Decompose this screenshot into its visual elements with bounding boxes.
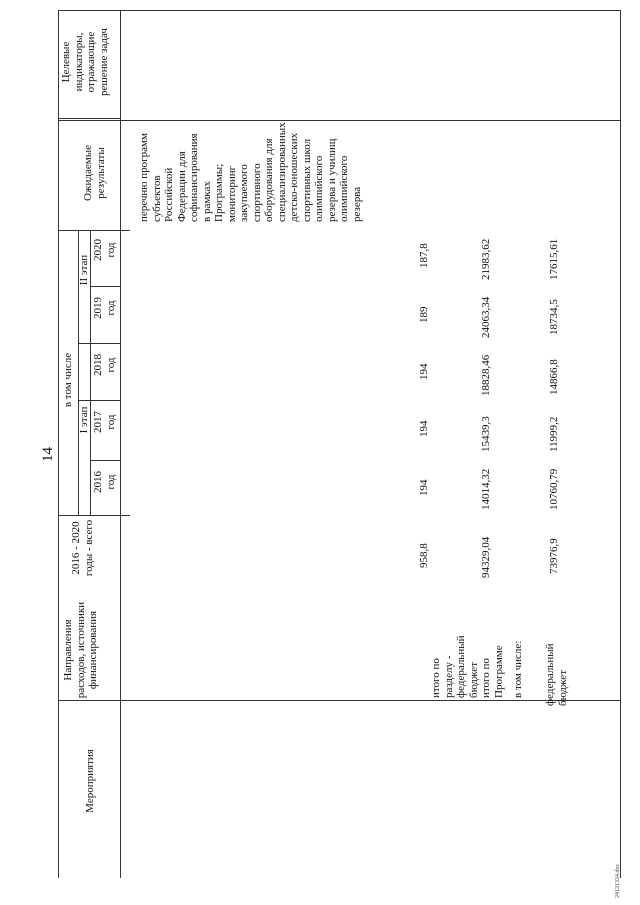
header-stage-1: I этап xyxy=(78,406,90,434)
header-year-2019: 2019 год xyxy=(92,297,117,319)
header-year-2020: 2020 год xyxy=(92,239,117,261)
header-year-2017: 2017 год xyxy=(92,411,117,433)
header-total: 2016 - 2020 годы - всего xyxy=(70,519,95,577)
label-column-divider xyxy=(58,700,620,701)
header-year-2018: 2018 год xyxy=(92,354,117,376)
expected-results-text: перечню программ субъектов Российской Федерации для софинансирования в рамках Программы; мониторинг закупаемого спортивного оборудования для специализированных детско-юношеских спортивных школ олимпийского резерва и училищ олимпийского резерва xyxy=(138,122,363,222)
row-1-2018: 194 xyxy=(418,363,430,380)
footer-document-code: 24121334.doc xyxy=(615,863,621,898)
row-1-2016: 194 xyxy=(418,479,430,496)
header-expected-results: Ожидаемые результаты xyxy=(82,144,107,202)
row-2-2017: 15439,3 xyxy=(480,416,492,452)
row-1-2017: 194 xyxy=(418,420,430,437)
header-year-2016: 2016 год xyxy=(92,471,117,493)
row-3-label: в том числе: xyxy=(512,640,524,698)
row-2-label: итого по Программе xyxy=(480,645,505,698)
header-activities: Мероприятия xyxy=(84,749,96,813)
header-directions: Направления расходов, источники финансирования xyxy=(62,601,99,699)
row-1-2020: 187,8 xyxy=(418,243,430,268)
header-stage-2: II этап xyxy=(78,254,90,286)
row-2-2019: 24063,34 xyxy=(480,296,492,338)
table-left-border xyxy=(58,10,59,878)
row-2-2018: 18828,46 xyxy=(480,354,492,396)
table-right-border xyxy=(620,10,621,878)
row-2-2020: 21983,62 xyxy=(480,238,492,280)
row-4-total: 73976,9 xyxy=(548,538,560,574)
row-4-label: федеральный бюджет xyxy=(544,643,569,706)
page-number: 14 xyxy=(40,447,56,462)
row-4-2019: 18734,5 xyxy=(548,299,560,335)
row-1-label: итого по разделу - федеральный бюджет xyxy=(430,635,480,698)
row-4-2017: 11999,2 xyxy=(548,416,560,452)
row-4-2020: 17615,61 xyxy=(548,238,560,280)
header-target-indicators: Целевые индикаторы, отражающие решение задач xyxy=(60,28,110,96)
header-incl: в том числе xyxy=(62,352,74,408)
year-divider-2019-2020 xyxy=(90,286,120,287)
row-4-2016: 10760,79 xyxy=(548,468,560,510)
row-1-2019: 189 xyxy=(418,306,430,323)
row-1-total: 958,8 xyxy=(418,543,430,568)
row-4-2018: 14866,8 xyxy=(548,359,560,395)
year-divider-2016-2017 xyxy=(90,460,120,461)
table-top-border xyxy=(58,10,620,11)
header-bottom-border xyxy=(58,120,620,121)
header-right-border xyxy=(120,10,121,878)
row-2-total: 94329,04 xyxy=(480,536,492,578)
row-2-2016: 14014,32 xyxy=(480,468,492,510)
expected-indicators-divider xyxy=(58,118,120,119)
year-divider-2018-2019 xyxy=(78,343,120,344)
